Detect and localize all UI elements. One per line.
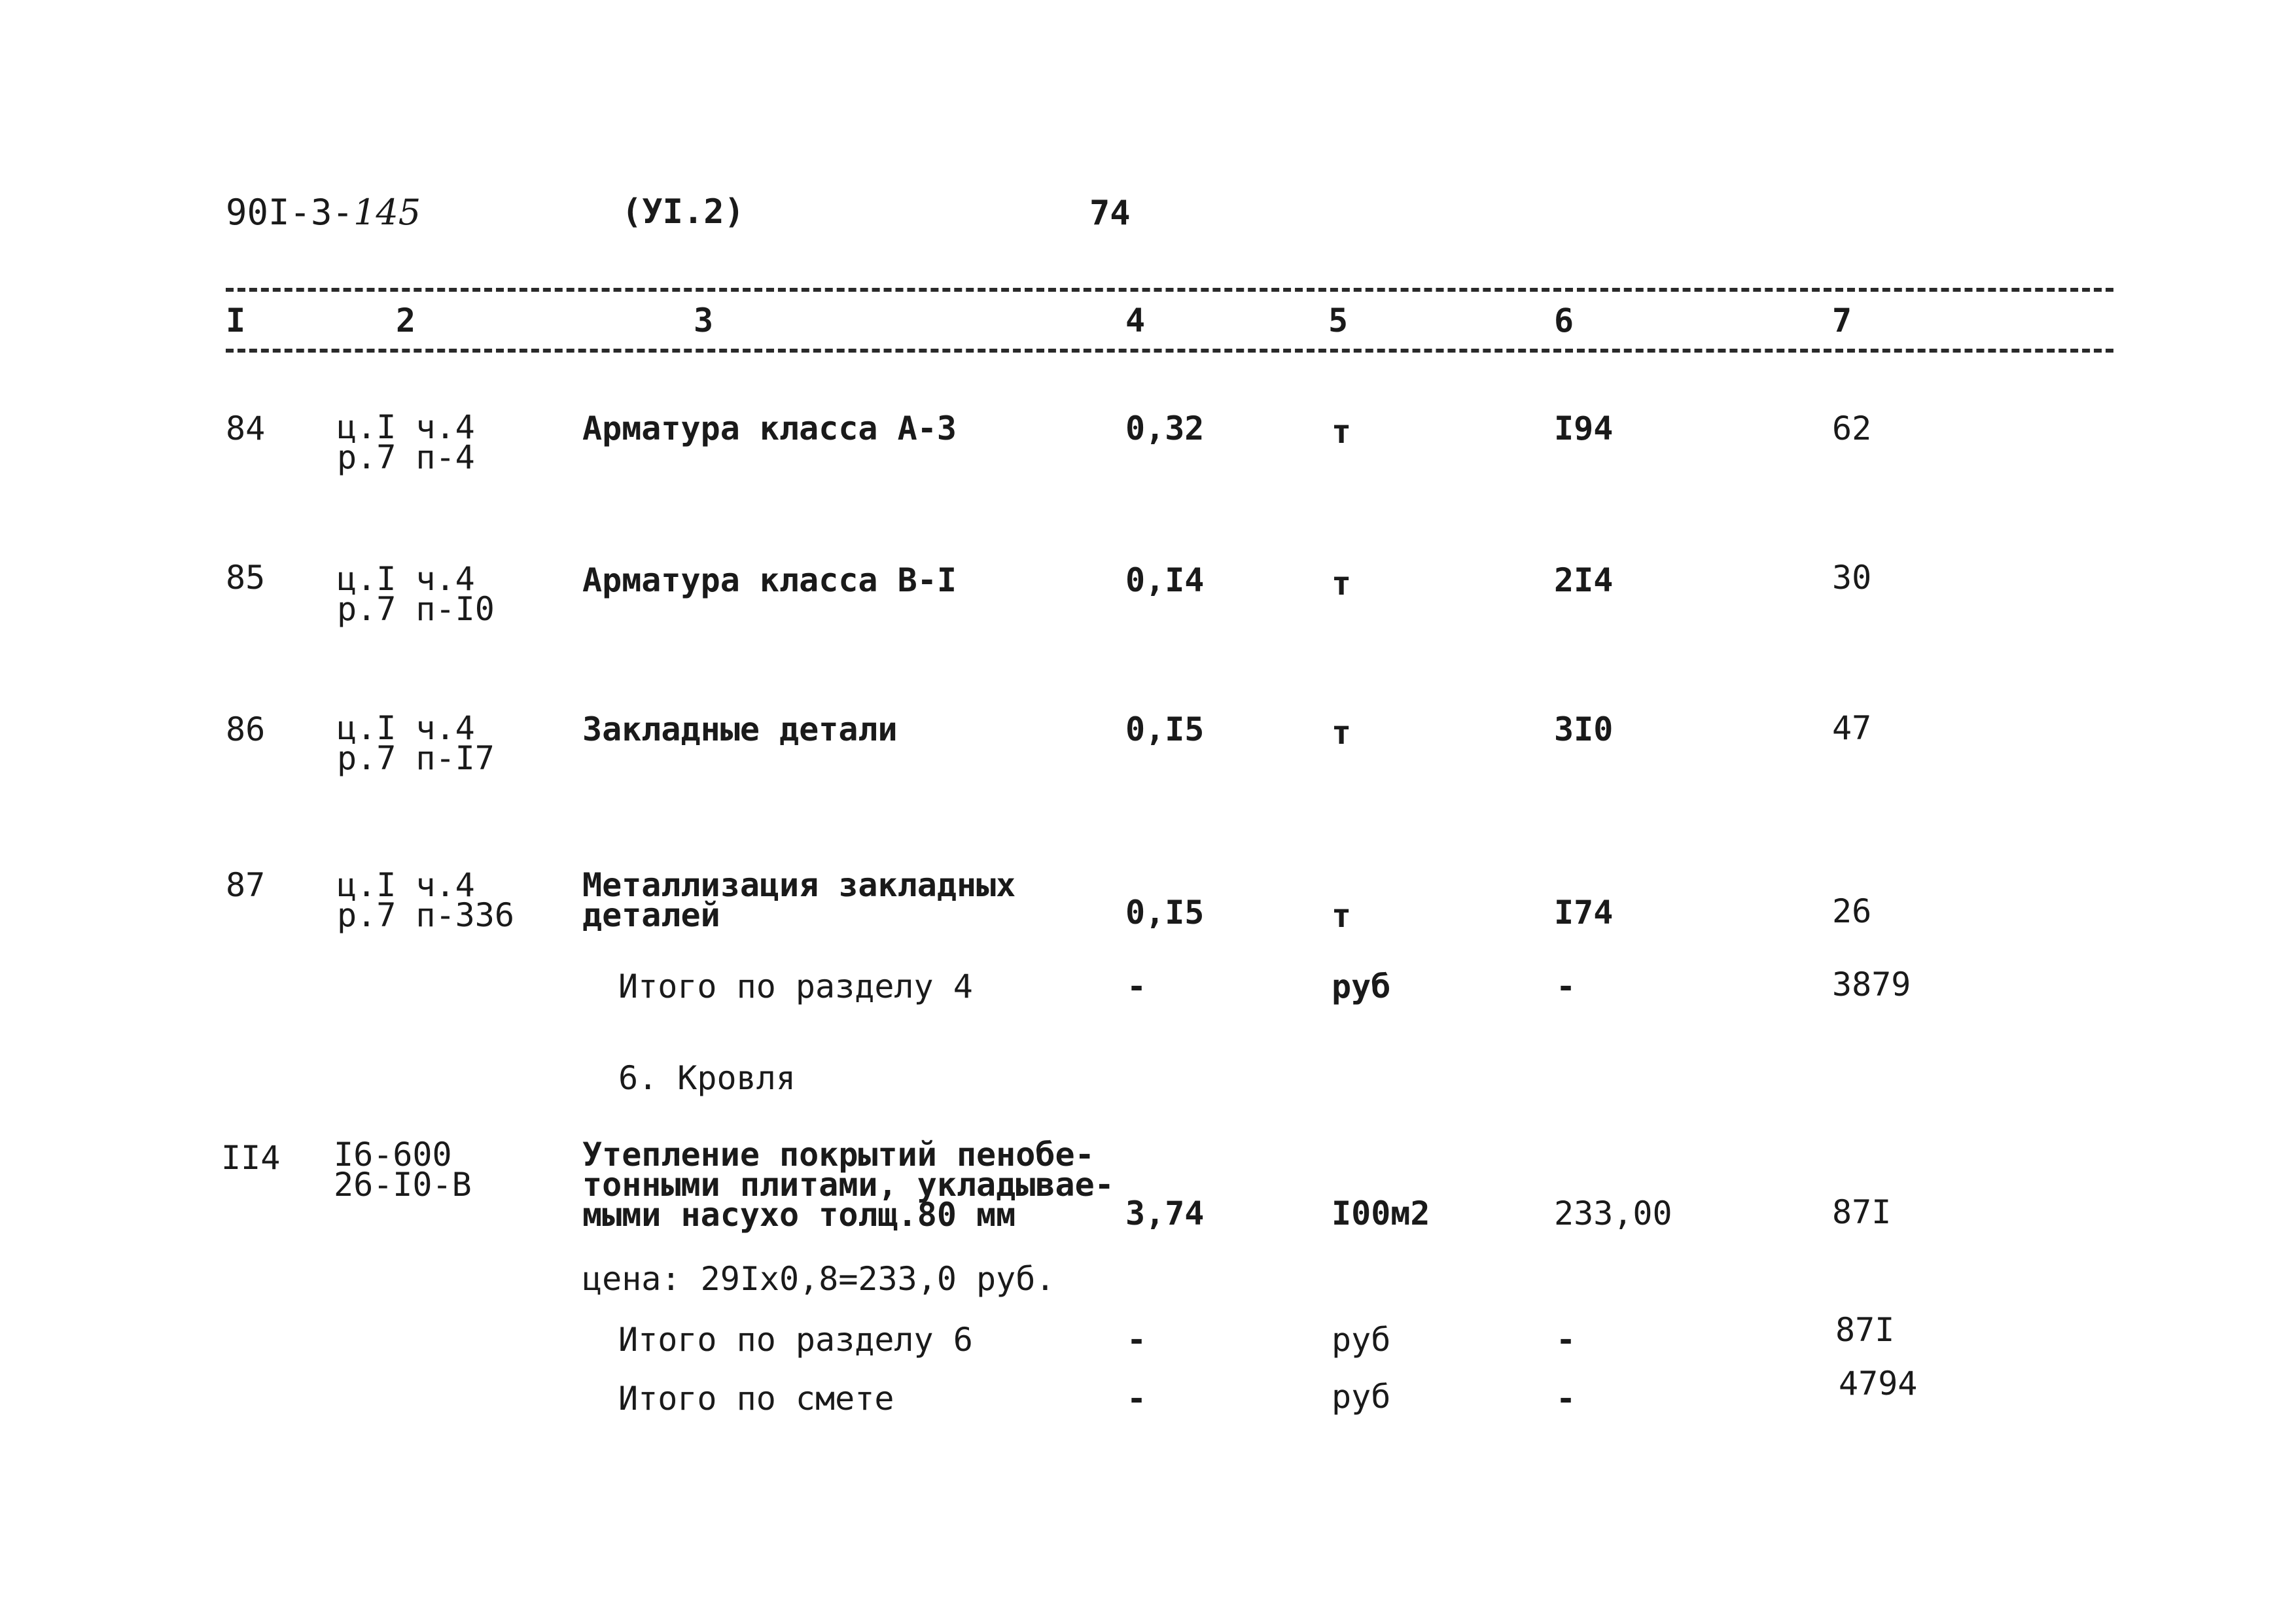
subtotal-price: -: [1556, 968, 1576, 1005]
row-unit: т: [1332, 714, 1352, 752]
row-quantity: 0,32: [1125, 410, 1205, 447]
grand-total-value: 4794: [1839, 1365, 1918, 1403]
subtotal-total: 3879: [1832, 966, 1911, 1003]
doc-code-number: 145: [353, 192, 421, 233]
row-price: 2I4: [1554, 561, 1614, 599]
row-name: Утепление покрытий пенобе- тонными плитами, укладывае- мыми насухо толщ.80 мм: [582, 1136, 1114, 1234]
grand-total-unit: руб: [1332, 1378, 1391, 1416]
grand-total-label: Итого по смете: [618, 1380, 894, 1418]
row-price: 3I0: [1554, 710, 1614, 748]
subtotal-price: -: [1556, 1321, 1576, 1359]
row-number: II4: [221, 1139, 281, 1177]
subtotal-unit: руб: [1332, 1321, 1391, 1359]
page-number: 74: [1089, 194, 1131, 233]
col-header-3: 3: [694, 302, 714, 340]
doc-code-prefix: 90I-3-: [226, 192, 354, 233]
col-header-6: 6: [1554, 302, 1574, 340]
row-number: 85: [226, 559, 266, 597]
col-header-5: 5: [1328, 302, 1349, 340]
row-total: 47: [1832, 709, 1872, 747]
grand-total-price: -: [1556, 1380, 1576, 1418]
row-reference: ц.I ч.4 р.7 п-4: [337, 408, 475, 476]
row-total: 26: [1832, 892, 1872, 930]
row-price: 233,00: [1554, 1195, 1672, 1232]
row-total: 30: [1832, 559, 1872, 597]
row-reference: ц.I ч.4 р.7 п-I7: [337, 709, 495, 777]
subtotal-label: Итого по разделу 6: [618, 1321, 973, 1359]
row-unit: т: [1332, 413, 1352, 451]
row-number: 87: [226, 866, 266, 904]
doc-code: [226, 192, 421, 233]
row-number: 86: [226, 710, 266, 748]
row-reference: I6-600 26-I0-В: [334, 1136, 472, 1204]
row-unit: т: [1332, 897, 1352, 935]
row-price: I94: [1554, 410, 1614, 447]
row-total: 62: [1832, 410, 1872, 447]
row-number: 84: [226, 410, 266, 447]
header-rule-top: [226, 288, 2113, 292]
subtotal-quantity: -: [1127, 1321, 1147, 1359]
price-note: цена: 29Iх0,8=233,0 руб.: [582, 1260, 1055, 1298]
row-name: Арматура класса В-I: [582, 561, 957, 599]
grand-total-quantity: -: [1127, 1380, 1147, 1418]
header-rule-bottom: [226, 349, 2113, 353]
row-unit: I00м2: [1332, 1195, 1430, 1232]
col-header-7: 7: [1832, 302, 1852, 340]
row-reference: ц.I ч.4 р.7 п-I0: [337, 560, 495, 628]
row-reference: ц.I ч.4 р.7 п-336: [337, 866, 514, 934]
row-quantity: 0,I4: [1125, 561, 1205, 599]
subtotal-unit: руб: [1332, 968, 1391, 1005]
subtotal-total: 87I: [1835, 1311, 1895, 1349]
col-header-1: I: [226, 302, 246, 340]
row-quantity: 0,I5: [1125, 710, 1205, 748]
row-price: I74: [1554, 894, 1614, 932]
row-unit: т: [1332, 565, 1352, 602]
row-name: Металлизация закладных деталей: [582, 866, 1016, 934]
subtotal-quantity: -: [1127, 968, 1147, 1005]
col-header-2: 2: [396, 302, 416, 340]
section-title: 6. Кровля: [618, 1059, 796, 1097]
row-quantity: 0,I5: [1125, 894, 1205, 932]
row-total: 87I: [1832, 1193, 1892, 1231]
section-ref: (УI.2): [622, 192, 745, 232]
row-name: Закладные детали: [582, 710, 898, 748]
row-quantity: 3,74: [1125, 1195, 1205, 1232]
col-header-4: 4: [1125, 302, 1146, 340]
row-name: Арматура класса А-3: [582, 410, 957, 447]
subtotal-label: Итого по разделу 4: [618, 968, 973, 1005]
